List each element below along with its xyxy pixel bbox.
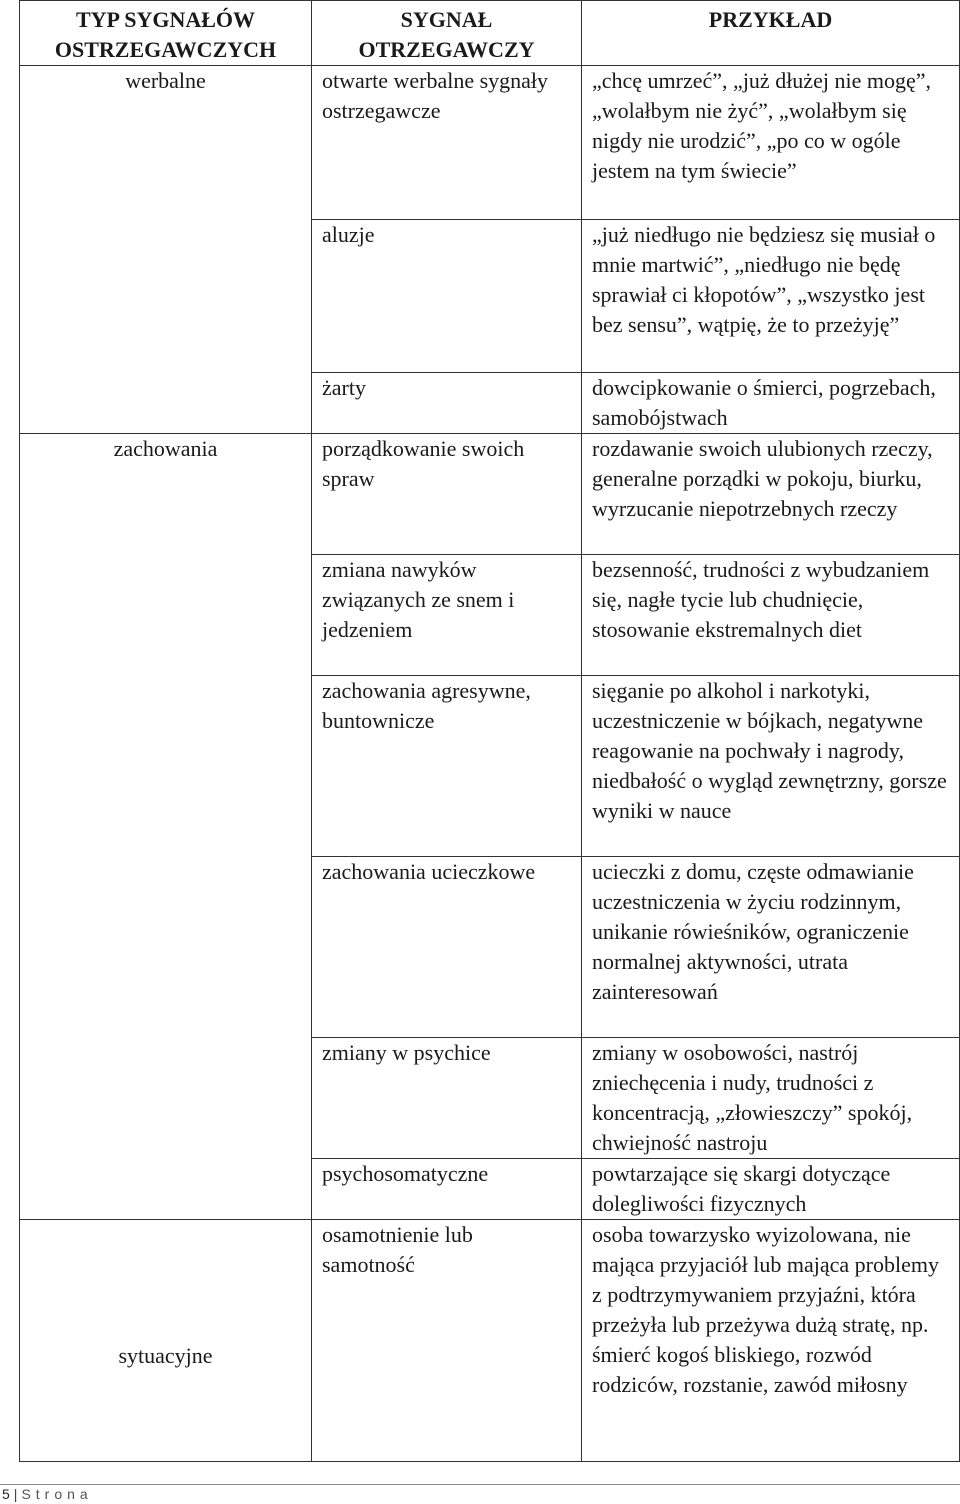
example-cell: „chcę umrzeć”, „już dłużej nie mogę”, „wolałbym nie żyć”, „wolałbym się nigdy nie urodzić”, „po co w ogóle jestem na tym świecie” [582, 66, 960, 220]
header-type: TYP SYGNAŁÓW OSTRZEGAWCZYCH [20, 1, 312, 66]
signal-cell: zachowania ucieczkowe [312, 857, 582, 1038]
example-cell: „już niedługo nie będziesz się musiał o mnie martwić”, „niedługo nie będę sprawiał ci kłopotów”, „wszystko jest bez sensu”, wątpię, że to przeżyję” [582, 220, 960, 373]
signal-cell: zachowania agresywne, buntownicze [312, 676, 582, 857]
signal-cell: zmiany w psychice [312, 1038, 582, 1159]
example-cell: ucieczki z domu, częste odmawianie uczestniczenia w życiu rodzinnym, unikanie rówieśników, ograniczenie normalnej aktywności, utrata zainteresowań [582, 857, 960, 1038]
signal-cell: żarty [312, 373, 582, 434]
signal-cell: psychosomatyczne [312, 1159, 582, 1220]
table-row [20, 66, 960, 220]
signal-cell: zmiana nawyków związanych ze snem i jedzeniem [312, 555, 582, 676]
type-cell-werbalne: werbalne [20, 66, 312, 434]
example-cell: dowcipkowanie o śmierci, pogrzebach, samobójstwach [582, 373, 960, 434]
example-cell: zmiany w osobowości, nastrój zniechęcenia i nudy, trudności z koncentracją, „złowieszczy” spokój, chwiejność nastroju [582, 1038, 960, 1159]
header-signal: SYGNAŁ OTRZEGAWCZY [312, 1, 582, 66]
header-example: PRZYKŁAD [582, 1, 960, 66]
header-row [20, 1, 960, 66]
page-footer [0, 1484, 960, 1504]
type-cell-zachowania: zachowania [20, 434, 312, 1220]
signal-cell: osamotnienie lub samotność [312, 1220, 582, 1462]
page-number: 5 [2, 1486, 10, 1502]
example-cell: rozdawanie swoich ulubionych rzeczy, generalne porządki w pokoju, biurku, wyrzucanie niepotrzebnych rzeczy [582, 434, 960, 555]
signal-cell: porządkowanie swoich spraw [312, 434, 582, 555]
footer-separator: | [13, 1486, 18, 1502]
example-cell: osoba towarzysko wyizolowana, nie mająca przyjaciół lub mająca problemy z podtrzymywaniem przyjaźni, która przeżyła lub przeżywa dużą stratę, np. śmierć kogoś bliskiego, rozwód rodziców, rozstanie, zawód miłosny [582, 1220, 960, 1462]
signal-cell: otwarte werbalne sygnały ostrzegawcze [312, 66, 582, 220]
signal-cell: aluzje [312, 220, 582, 373]
page-label: Strona [21, 1486, 93, 1502]
example-cell: sięganie po alkohol i narkotyki, uczestniczenie w bójkach, negatywne reagowanie na pochwały i nagrody, niedbałość o wygląd zewnętrzny, gorsze wyniki w nauce [582, 676, 960, 857]
example-cell: powtarzające się skargi dotyczące dolegliwości fizycznych [582, 1159, 960, 1220]
table-row [20, 434, 960, 555]
warning-signs-table [19, 0, 960, 1462]
example-cell: bezsenność, trudności z wybudzaniem się, nagłe tycie lub chudnięcie, stosowanie ekstremalnych diet [582, 555, 960, 676]
type-cell-sytuacyjne: sytuacyjne [20, 1220, 312, 1462]
table-row [20, 1220, 960, 1462]
